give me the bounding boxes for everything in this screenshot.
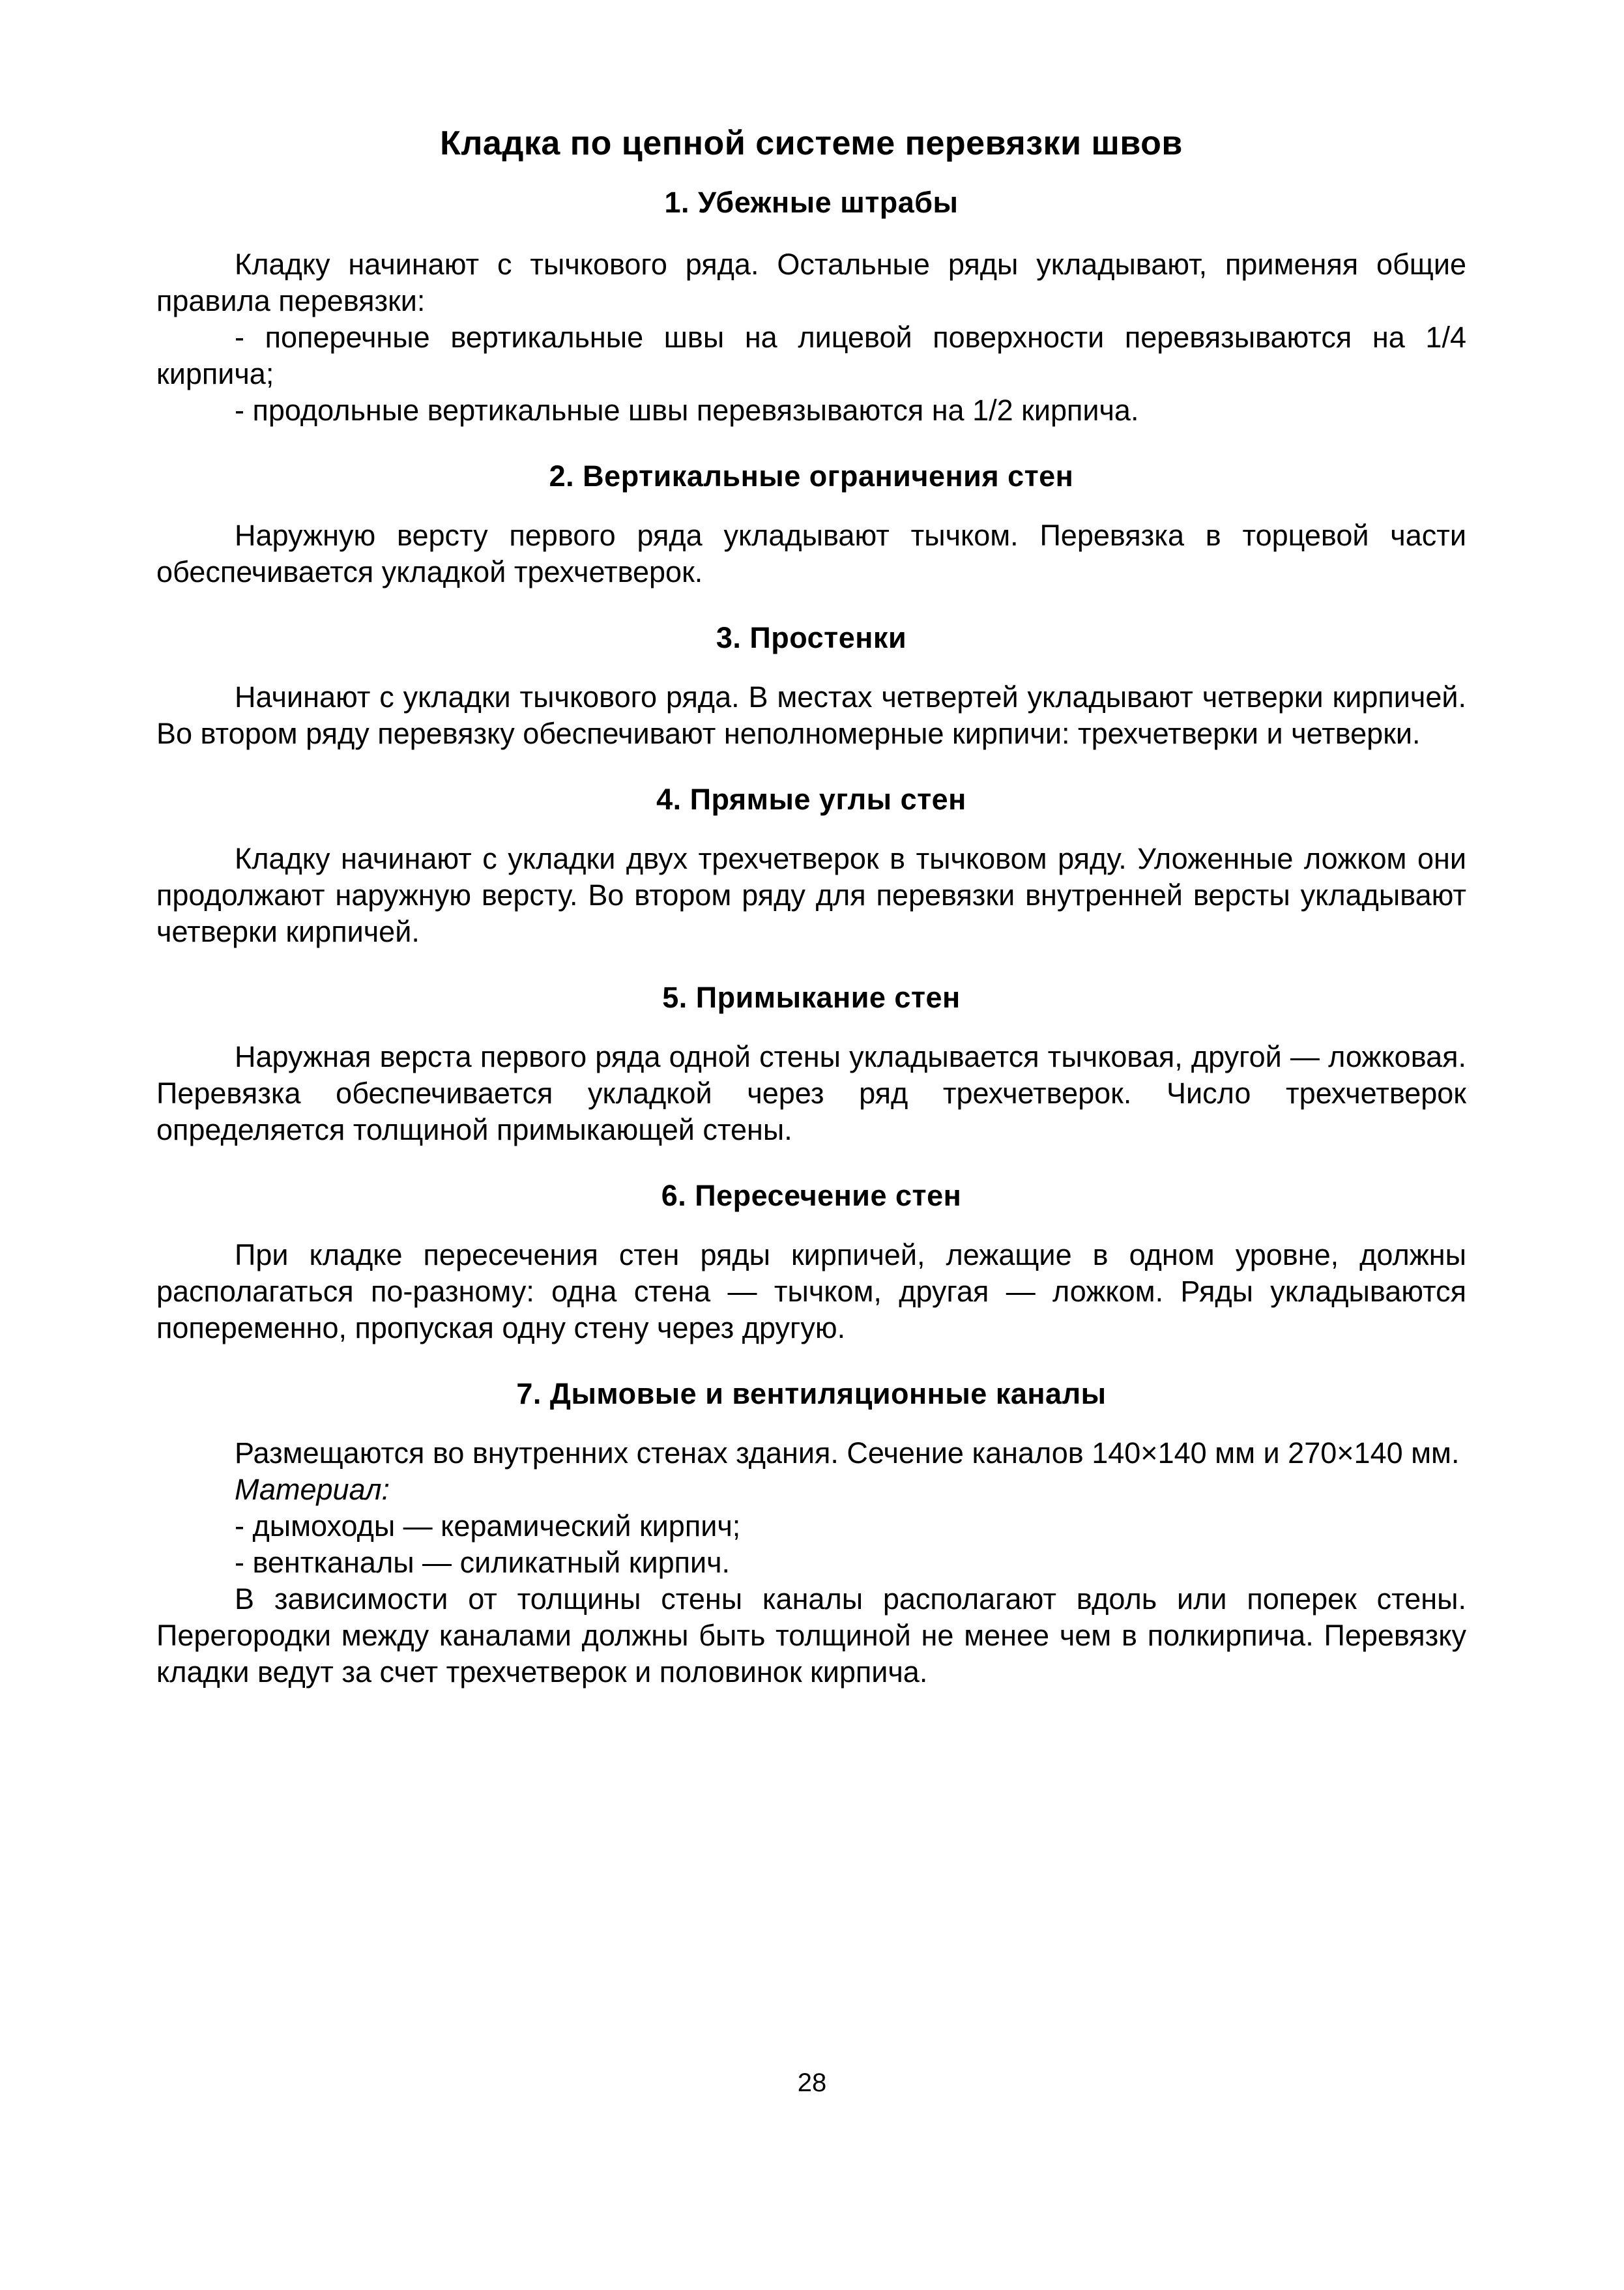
- paragraph: Кладку начинают с укладки двух трехчетверок в тычковом ряду. Уложенные ложком они продолжают наружную версту. Во втором ряду для перевязки внутренней версты укладывают четверки кирпичей.: [156, 842, 1466, 948]
- list-item: - дымоходы — керамический кирпич;: [235, 1509, 741, 1543]
- list-item: - продольные вертикальные швы перевязываются на 1/2 кирпича.: [235, 394, 1139, 427]
- section-4: [156, 778, 1466, 950]
- paragraph: Начинают с укладки тычкового ряда. В местах четвертей укладывают четверки кирпичей. Во втором ряду перевязку обеспечивают неполномерные кирпичи: трехчетверки и четверки.: [156, 680, 1466, 750]
- paragraph: Наружная верста первого ряда одной стены укладывается тычковая, другой — ложковая. Перевязка обеспечивается укладкой через ряд трехчетверок. Число трехчетверок определяется толщиной примыкающей стены.: [156, 1040, 1466, 1146]
- paragraph: Размещаются во внутренних стенах здания. Сечение каналов 140×140 мм и 270×140 мм.: [235, 1436, 1460, 1470]
- paragraph: При кладке пересечения стен ряды кирпичей, лежащие в одном уровне, должны располагаться по-разному: одна стена — тычком, другая — ложком. Ряды укладываются попеременно, пропуская одну стену через другую.: [156, 1238, 1466, 1344]
- material-label: Материал:: [235, 1473, 390, 1506]
- section-heading: 4. Прямые углы стен: [656, 783, 966, 816]
- section-3: [156, 616, 1466, 752]
- list-item: - поперечные вертикальные швы на лицевой поверхности перевязываются на 1/4 кирпича;: [156, 321, 1466, 390]
- section-5: [156, 976, 1466, 1148]
- paragraph: Кладку начинают с тычкового ряда. Остальные ряды укладывают, применяя общие правила перевязки:: [156, 248, 1466, 317]
- section-heading: 5. Примыкание стен: [662, 981, 961, 1014]
- paragraph: В зависимости от толщины стены каналы располагают вдоль или поперек стены. Перегородки между каналами должны быть толщиной не менее чем в полкирпича. Перевязку кладки ведут за счет трехчетверок и половинок кирпича.: [156, 1582, 1466, 1689]
- section-heading: 7. Дымовые и вентиляционные каналы: [516, 1377, 1107, 1410]
- section-1: [156, 181, 1466, 429]
- section-heading: 1. Убежные штрабы: [664, 186, 959, 219]
- paragraph: Наружную версту первого ряда укладывают тычком. Перевязка в торцевой части обеспечивается укладкой трехчетверок.: [156, 519, 1466, 588]
- section-6: [156, 1174, 1466, 1346]
- section-heading: 2. Вертикальные ограничения стен: [549, 459, 1074, 493]
- page-number: 28: [797, 2068, 827, 2097]
- section-heading: 3. Простенки: [716, 621, 907, 654]
- section-2: [156, 455, 1466, 590]
- page-title: Кладка по цепной системе перевязки швов: [440, 124, 1183, 162]
- section-heading: 6. Пересечение стен: [661, 1179, 962, 1212]
- page-content: [156, 117, 1466, 1690]
- section-7: [156, 1372, 1466, 1690]
- list-item: - вентканалы — силикатный кирпич.: [235, 1546, 731, 1579]
